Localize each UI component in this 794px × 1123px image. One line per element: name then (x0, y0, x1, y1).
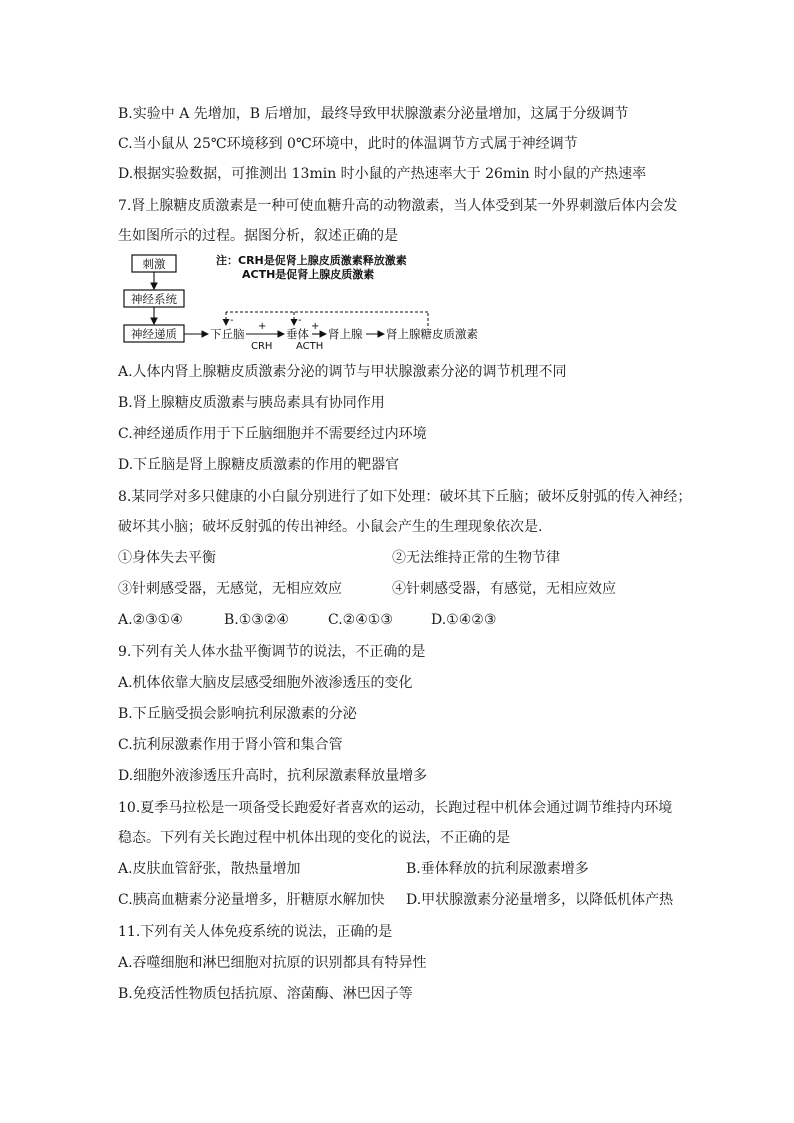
plus-1: + (258, 321, 267, 332)
label-acth: ACTH (296, 341, 324, 352)
q9-option-c: C.抗利尿激素作用于肾小管和集合管 (118, 737, 343, 753)
q11-option-a: A.吞噬细胞和淋巴细胞对抗原的识别都具有特异性 (118, 955, 427, 971)
q9-stem: 9.下列有关人体水盐平衡调节的说法，不正确的是 (118, 644, 426, 660)
q8-item-1: ①身体失去平衡 (118, 550, 216, 566)
note-acth: ACTH是促肾上腺皮质激素 (242, 268, 375, 281)
q10-stem-line2: 稳态。下列有关长跑过程中机体出现的变化的说法，不正确的是 (118, 830, 510, 846)
box-nervous-system: 神经系统 (131, 292, 177, 306)
q10-option-d: D.甲状腺激素分泌量增多，以降低机体产热 (406, 892, 674, 908)
q8-option-b: B.①③②④ (224, 612, 289, 628)
label-crh: CRH (251, 341, 273, 352)
q7-option-a: A.人体内肾上腺糖皮质激素分泌的调节与甲状腺激素分泌的调节机理不同 (118, 364, 567, 380)
q9-option-d: D.细胞外液渗透压升高时，抗利尿激素释放量增多 (118, 768, 428, 784)
q8-item-2: ②无法维持正常的生物节律 (392, 550, 560, 566)
q7-stem-line1: 7.肾上腺糖皮质激素是一种可使血糖升高的动物激素，当人体受到某一外界刺激后体内会发 (118, 198, 678, 214)
q7-stem-line2: 生如图所示的过程。据图分析，叙述正确的是 (118, 228, 398, 244)
minus-1: - (230, 315, 234, 326)
q7-option-c: C.神经递质作用于下丘脑细胞并不需要经过内环境 (118, 426, 427, 442)
q8-option-a: A.②③①④ (118, 612, 183, 628)
node-pituitary: 垂体 (286, 327, 309, 341)
q9-option-b: B.下丘脑受损会影响抗利尿激素的分泌 (118, 706, 357, 722)
box-stimulus: 刺激 (142, 257, 166, 271)
node-glucocorticoid: 肾上腺糖皮质激素 (386, 327, 478, 341)
q7-option-d: D.下丘脑是肾上腺糖皮质激素的作用的靶器官 (118, 457, 400, 473)
q7-option-b: B.肾上腺糖皮质激素与胰岛素具有协同作用 (118, 395, 385, 411)
q7-diagram (118, 250, 488, 360)
q8-stem-line1: 8.某同学对多只健康的小白鼠分别进行了如下处理：破坏其下丘脑；破坏反射弧的传入神经； (118, 489, 692, 505)
note-crh: 注：CRH是促肾上腺皮质激素释放激素 (216, 254, 407, 267)
q6-option-d: D.根据实验数据，可推测出 13min 时小鼠的产热速率大于 26min 时小鼠的产热速率 (118, 166, 647, 182)
q10-option-c: C.胰高血糖素分泌量增多，肝糖原水解加快 (118, 892, 385, 908)
q10-option-a: A.皮肤血管舒张，散热量增加 (118, 861, 301, 877)
node-hypothalamus: 下丘脑 (210, 327, 245, 341)
q11-option-b: B.免疫活性物质包括抗原、溶菌酶、淋巴因子等 (118, 986, 413, 1002)
q6-option-b: B.实验中 A 先增加，B 后增加，最终导致甲状腺激素分泌量增加，这属于分级调节 (118, 106, 629, 122)
q9-option-a: A.机体依靠大脑皮层感受细胞外液渗透压的变化 (118, 675, 413, 691)
q8-stem-line2: 破坏其小脑；破坏反射弧的传出神经。小鼠会产生的生理现象依次是. (118, 519, 543, 535)
q10-option-b: B.垂体释放的抗利尿激素增多 (406, 861, 589, 877)
q8-item-3: ③针刺感受器，无感觉，无相应效应 (118, 581, 342, 597)
q8-option-c: C.②④①③ (328, 612, 393, 628)
q6-option-c: C.当小鼠从 25℃环境移到 0℃环境中，此时的体温调节方式属于神经调节 (118, 136, 578, 152)
node-adrenal: 肾上腺 (328, 327, 363, 341)
q8-item-4: ④针刺感受器，有感觉，无相应效应 (392, 581, 616, 597)
q8-option-d: D.①④②③ (431, 612, 497, 628)
plus-2: + (311, 321, 320, 332)
q10-stem-line1: 10.夏季马拉松是一项备受长跑爱好者喜欢的运动，长跑过程中机体会通过调节维持内环境 (118, 800, 673, 816)
minus-2: - (298, 315, 302, 326)
box-neurotransmitter: 神经递质 (131, 327, 177, 341)
q11-stem: 11.下列有关人体免疫系统的说法，正确的是 (118, 924, 393, 940)
